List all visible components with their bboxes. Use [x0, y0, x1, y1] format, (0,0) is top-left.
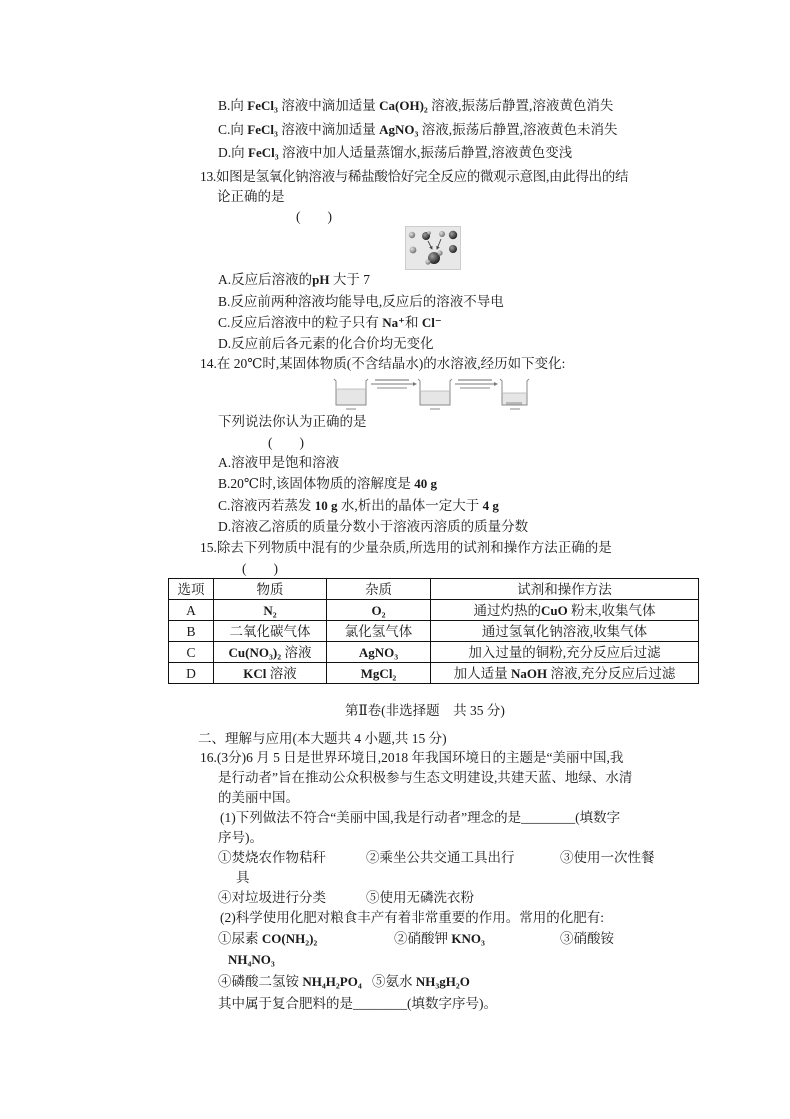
table-header-row: [169, 579, 699, 600]
q13-option-c: [218, 313, 442, 333]
q14-option-a: A.溶液甲是饱和溶液: [218, 455, 340, 470]
chemical-formula: NaOH: [511, 665, 548, 681]
chemical-formula: AgNO₃: [358, 644, 399, 660]
option-text: 溶液中滴加适量: [277, 122, 380, 137]
option-text: C.溶液丙若蒸发: [218, 498, 315, 513]
q16-part1-question-cont: 序号)。: [218, 830, 263, 845]
q14-prompt: 下列说法你认为正确的是: [218, 414, 367, 429]
beaker-label-mark: [346, 408, 356, 410]
fertilizer-name: ①尿素: [218, 931, 262, 946]
substance-text: 溶液: [281, 644, 312, 660]
cell-option: B: [169, 621, 214, 642]
quantity: 40 g: [414, 476, 437, 491]
q15-options-table: [168, 578, 699, 684]
annotation-mark: [375, 379, 409, 381]
q15-answer-bracket: ( ): [242, 561, 278, 576]
method-text: 通过灼热的: [473, 602, 541, 618]
beaker-liquid: [336, 389, 366, 405]
particle-cl: [449, 231, 457, 239]
q12-option-b: [218, 96, 613, 116]
quantity: 10 g: [314, 498, 338, 513]
beaker-3: [500, 379, 529, 410]
cell-method: 通过氢氧化钠溶液,收集气体: [431, 621, 699, 642]
fertilizer-2: [394, 929, 485, 949]
chemical-formula: KNO₃: [451, 931, 485, 946]
fertilizer-1: [218, 929, 317, 949]
cell-impurity: 氯化氢气体: [327, 621, 431, 642]
choice-2: ②乘坐公共交通工具出行: [366, 850, 515, 865]
q16-part2-question: 其中属于复合肥料的是________(填数字序号)。: [218, 996, 497, 1011]
substance-text: 溶液: [266, 665, 297, 681]
q16-stem-line1: 16.(3分)6 月 5 日是世界环境日,2018 年我国环境日的主题是“美丽中国,我: [200, 750, 624, 765]
particle-h: [427, 231, 431, 235]
beaker-1: [334, 379, 368, 410]
chemical-formula: pH: [312, 272, 330, 287]
beaker-2: [418, 379, 452, 410]
impurity-removal-table: [168, 578, 699, 684]
option-text: D.向: [218, 145, 248, 160]
cell-method: [431, 663, 699, 684]
cell-impurity: [327, 642, 431, 663]
solution-change-diagram: [330, 374, 530, 412]
beaker-label-mark: [510, 408, 520, 410]
fertilizer-name: ④磷酸二氢铵: [218, 974, 303, 989]
q13-stem-line1: 13.如图是氢氧化钠溶液与稀盐酸恰好完全反应的微观示意图,由此得出的结: [200, 169, 629, 184]
option-text: 和: [405, 315, 422, 330]
chemical-formula: Cl⁻: [421, 315, 442, 330]
q16-part1-question: (1)下列做法不符合“美丽中国,我是行动者”理念的是________(填数字: [220, 810, 621, 825]
annotation-mark: [377, 387, 407, 389]
particle-na-after: [410, 247, 417, 254]
cell-substance: [214, 600, 327, 621]
chemical-formula: CuO: [541, 602, 568, 618]
q14-option-c: [218, 496, 499, 516]
q14-option-b: [218, 474, 437, 494]
q12-option-d: [218, 143, 572, 163]
chemical-formula: CO(NH₂)₂: [261, 931, 318, 946]
choice-3-cont: 具: [236, 870, 250, 885]
chemical-formula: FeCl₃: [247, 98, 278, 113]
option-text: 大于 7: [329, 272, 370, 287]
chemical-formula: NH₃gH₂O: [415, 974, 470, 989]
cell-method: [431, 600, 699, 621]
q14-stem: 14.在 20℃时,某固体物质(不含结晶水)的水溶液,经历如下变化:: [200, 356, 566, 371]
part-title: 二、理解与应用(本大题共 4 小题,共 15 分): [198, 731, 447, 746]
fertilizer-name: ⑤氨水: [372, 974, 416, 989]
arrow-head-icon: [413, 382, 417, 386]
chemical-formula: FeCl₃: [248, 145, 279, 160]
chemical-formula: Na⁺: [382, 315, 406, 330]
chemical-formula: Ca(OH)₂: [379, 98, 428, 113]
annotation-mark: [460, 387, 490, 389]
fertilizer-3: ③硝酸铵: [560, 931, 614, 946]
chemical-formula: NH₄NO₃: [228, 952, 275, 967]
chemical-formula: AgNO₃: [379, 122, 419, 137]
cell-option: D: [169, 663, 214, 684]
option-text: A.反应后溶液的: [218, 272, 313, 287]
q16-stem-line3: 的美丽中国。: [218, 790, 299, 805]
choice-3: ③使用一次性餐: [560, 850, 655, 865]
beaker-label-mark: [430, 408, 440, 410]
chemical-formula: KCl: [243, 665, 267, 681]
q13-option-a: [218, 270, 370, 290]
chemical-formula: N₂: [263, 602, 277, 618]
method-text: 溶液,充分反应后过滤: [547, 665, 676, 681]
arrow-2: [455, 379, 498, 389]
water-molecule-h1: [425, 259, 430, 264]
option-text: B.向: [218, 98, 248, 113]
chemical-formula: MgCl₂: [360, 665, 397, 681]
method-text: 加人适量: [453, 665, 511, 681]
header-substance: 物质: [214, 579, 327, 600]
table-row: [169, 621, 699, 642]
cell-method: 加入过量的铜粉,充分反应后过滤: [431, 642, 699, 663]
arrow-1: [371, 379, 417, 389]
annotation-mark: [458, 379, 492, 381]
chemical-formula: Cu(NO₃)₂: [228, 644, 282, 660]
q15-stem: 15.除去下列物质中混有的少量杂质,所选用的试剂和操作方法正确的是: [200, 540, 612, 555]
q16-part2-intro: (2)科学使用化肥对粮食丰产有着非常重要的作用。常用的化肥有:: [220, 910, 604, 925]
option-text: C.反应后溶液中的粒子只有: [218, 315, 383, 330]
choice-1: ①焚烧农作物秸秆: [218, 850, 326, 865]
q14-option-d: D.溶液乙溶质的质量分数小于溶液丙溶质的质量分数: [218, 519, 529, 534]
method-text: 粉末,收集气体: [567, 602, 656, 618]
choice-4: ④对垃圾进行分类: [218, 890, 326, 905]
q13-option-b: B.反应前两种溶液均能导电,反应后的溶液不导电: [218, 294, 504, 309]
q16-stem-line2: 是行动者”旨在推动公众积极参与生态文明建设,共建天蓝、地绿、水清: [218, 770, 633, 785]
option-text: C.向: [218, 122, 248, 137]
chemical-formula: NH₄H₂PO₄: [302, 974, 362, 989]
fertilizer-name: ②硝酸钾: [394, 931, 452, 946]
table-row: [169, 663, 699, 684]
particle-h-ion: [439, 231, 445, 237]
option-text: 溶液中滴加适量: [277, 98, 380, 113]
fertilizer-4: [218, 972, 362, 992]
cell-option: C: [169, 642, 214, 663]
option-text: 溶液中加人适量蒸馏水,振荡后静置,溶液黄色变浅: [278, 145, 573, 160]
cell-option: A: [169, 600, 214, 621]
cell-impurity: [327, 663, 431, 684]
q14-answer-bracket: ( ): [268, 435, 304, 450]
fertilizer-5: [372, 972, 470, 992]
q12-option-c: [218, 120, 618, 140]
header-method: 试剂和操作方法: [431, 579, 699, 600]
option-text: B.20℃时,该固体物质的溶解度是: [218, 476, 415, 491]
q13-answer-bracket: ( ): [296, 209, 332, 224]
cell-substance: [214, 642, 327, 663]
option-text: 溶液,振荡后静置,溶液黄色消失: [427, 98, 614, 113]
cell-impurity: [327, 600, 431, 621]
section-title: 第Ⅱ卷(非选择题 共 35 分): [345, 703, 505, 718]
table-row: [169, 600, 699, 621]
cell-substance: [214, 663, 327, 684]
beaker-liquid: [420, 391, 450, 405]
particle-na: [409, 232, 415, 238]
choice-5: ⑤使用无磷洗衣粉: [366, 890, 474, 905]
chemical-formula: FeCl₃: [247, 122, 278, 137]
particle-cl-after: [449, 245, 457, 253]
arrow-head-icon: [494, 382, 498, 386]
q13-stem-line2: 论正确的是: [217, 189, 285, 204]
header-option: 选项: [169, 579, 214, 600]
fertilizer-3-formula: [228, 950, 275, 970]
cell-substance: 二氧化碳气体: [214, 621, 327, 642]
neutralization-micro-diagram: [405, 226, 461, 270]
water-molecule-h2: [437, 250, 442, 255]
header-impurity: 杂质: [327, 579, 431, 600]
q13-option-d: D.反应前后各元素的化合价均无变化: [218, 336, 434, 351]
quantity: 4 g: [482, 498, 499, 513]
table-row: [169, 642, 699, 663]
option-text: 溶液,振荡后静置,溶液黄色未消失: [418, 122, 618, 137]
option-text: 水,析出的晶体一定大于: [337, 498, 483, 513]
chemical-formula: O₂: [371, 602, 386, 618]
